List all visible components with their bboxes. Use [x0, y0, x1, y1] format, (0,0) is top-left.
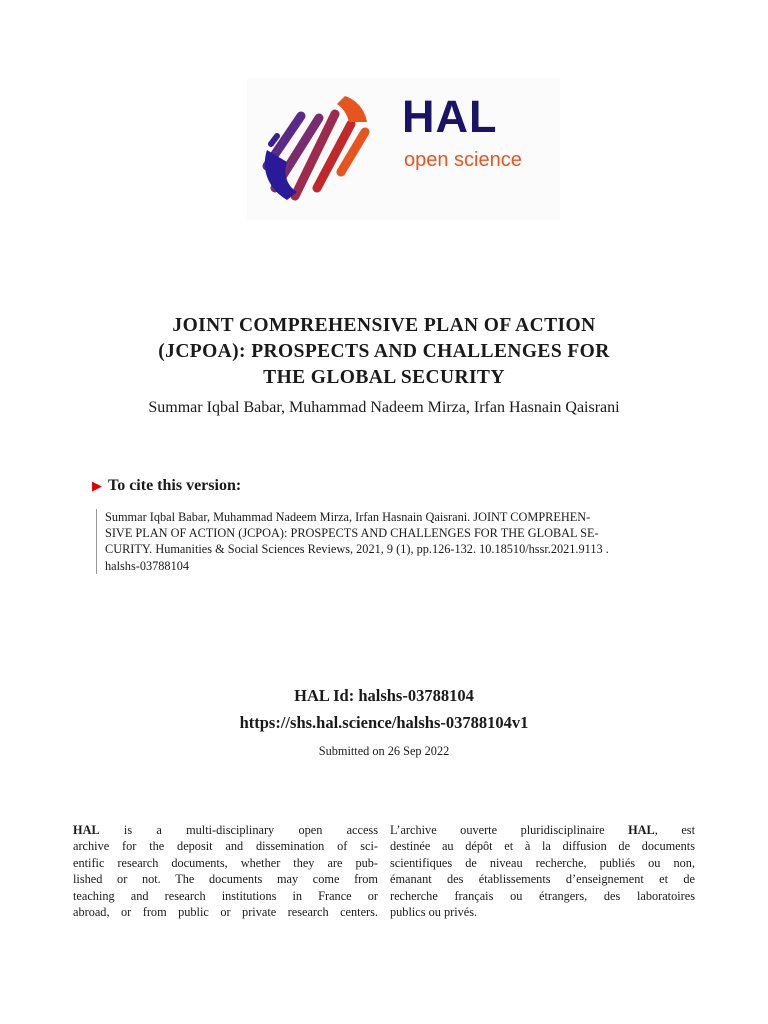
- notice-line: émanant des établissements d’enseignement et de: [390, 872, 695, 887]
- hal-bold: HAL: [73, 823, 100, 837]
- title-line: (JCPOA): PROSPECTS AND CHALLENGES FOR: [158, 341, 610, 362]
- logo-subtitle: open science: [404, 149, 522, 171]
- submitted-date: Submitted on 26 Sep 2022: [318, 744, 450, 758]
- hal-logo-mark-icon: [257, 88, 375, 206]
- notice-line-text: , est: [654, 823, 695, 837]
- citation-line: halshs-03788104: [105, 558, 190, 573]
- notice-line: recherche français ou étrangers, des laboratoires: [390, 888, 695, 903]
- citation-line: Summar Iqbal Babar, Muhammad Nadeem Mirza, Irfan Hasnain Qaisrani. JOINT COMPREHEN-: [105, 510, 591, 524]
- hal-id: HAL Id: halshs-03788104: [294, 686, 474, 705]
- citation-line: CURITY. Humanities & Social Sciences Reviews, 2021, 9 (1), pp.126-132. 10.18510/hssr.2021.9113 .: [105, 542, 609, 557]
- notice-line-text: L’archive ouverte pluridisciplinaire: [390, 823, 629, 837]
- cite-heading-text: To cite this version:: [108, 477, 242, 494]
- notice-line: lished or not. The documents may come from: [73, 872, 378, 887]
- notice-line: destinée au dépôt et à la diffusion de documents: [390, 839, 695, 854]
- hal-url-link[interactable]: https://shs.hal.science/halshs-03788104v1: [239, 713, 529, 732]
- hal-logo: [247, 78, 560, 220]
- authors: Summar Iqbal Babar, Muhammad Nadeem Mirza, Irfan Hasnain Qaisrani: [148, 399, 620, 416]
- hal-bold: HAL: [628, 823, 655, 837]
- english-notice: [73, 822, 378, 920]
- french-notice: [390, 822, 695, 920]
- title-line: JOINT COMPREHENSIVE PLAN OF ACTION: [172, 315, 596, 336]
- notice-line: archive for the deposit and dissemination of sci-: [73, 839, 378, 854]
- notice-line: publics ou privés.: [390, 905, 478, 920]
- play-arrow-icon: ▶: [92, 478, 102, 493]
- notice-line: teaching and research institutions in France or: [73, 888, 378, 903]
- notice-line: entific research documents, whether they are pub-: [73, 855, 378, 870]
- notice-line-text: is a multi-disciplinary open access: [99, 823, 378, 837]
- citation-line: SIVE PLAN OF ACTION (JCPOA): PROSPECTS AND CHALLENGES FOR THE GLOBAL SE-: [105, 526, 599, 541]
- notice-line: [73, 822, 378, 838]
- citation-box: [96, 509, 731, 574]
- notice-line: [390, 822, 695, 838]
- document-title: [80, 313, 688, 391]
- notice-line: abroad, or from public or private research centers.: [73, 905, 378, 920]
- title-line: THE GLOBAL SECURITY: [263, 367, 505, 388]
- notice-line: scientifiques de niveau recherche, publiés ou non,: [390, 855, 695, 870]
- logo-wordmark: HAL: [402, 91, 498, 142]
- cite-heading: [92, 477, 241, 495]
